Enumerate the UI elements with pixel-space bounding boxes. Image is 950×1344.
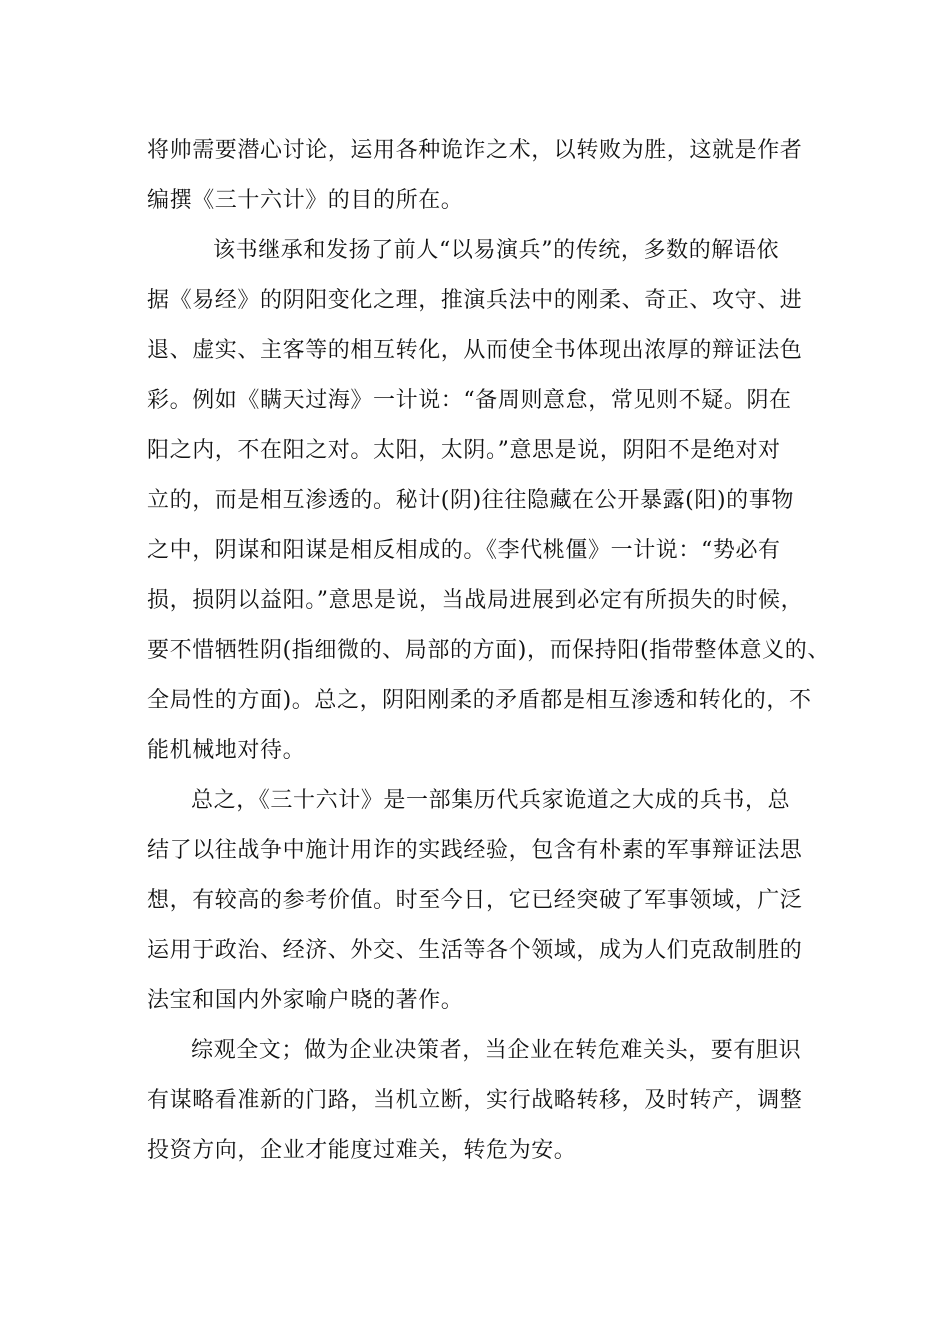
text-line: 有谋略看准新的门路，当机立断，实行战略转移，及时转产，调整 [147, 1088, 803, 1113]
text-line: 退、虚实、主客等的相互转化，从而使全书体现出浓厚的辩证法色 [147, 338, 803, 363]
text-line: 能机械地对待。 [147, 738, 306, 763]
text-line: 彩。例如《瞒天过海》一计说：“备周则意怠，常见则不疑。阴在 [147, 388, 792, 413]
paragraph-start-line: 综观全文；做为企业决策者，当企业在转危难关头，要有胆识 [191, 1038, 802, 1063]
text-line: 法宝和国内外家喻户晓的著作。 [147, 988, 464, 1013]
text-line: 要不惜牺牲阴(指细微的、局部的方面)，而保持阳(指带整体意义的、 [147, 638, 830, 663]
text-line: 损，损阴以益阳。”意思是说，当战局进展到必定有所损失的时候， [147, 588, 804, 613]
text-line: 运用于政治、经济、外交、生活等各个领域，成为人们克敌制胜的 [147, 938, 803, 963]
text-line: 编撰《三十六计》的目的所在。 [147, 188, 464, 213]
text-line: 将帅需要潜心讨论，运用各种诡诈之术，以转败为胜，这就是作者 [147, 138, 803, 163]
text-line: 据《易经》的阴阳变化之理，推演兵法中的刚柔、奇正、攻守、进 [147, 288, 803, 313]
text-line: 之中，阴谋和阳谋是相反相成的。《李代桃僵》一计说：“势必有 [147, 538, 781, 563]
text-line: 阳之内，不在阳之对。太阳，太阴。”意思是说，阴阳不是绝对对 [147, 438, 781, 463]
text-line: 结了以往战争中施计用诈的实践经验，包含有朴素的军事辩证法思 [147, 838, 803, 863]
text-line: 全局性的方面)。总之，阴阳刚柔的矛盾都是相互渗透和转化的，不 [147, 688, 812, 713]
text-line: 立的，而是相互渗透的。秘计(阴)往往隐藏在公开暴露(阳)的事物 [147, 488, 794, 513]
text-line: 想，有较高的参考价值。时至今日，它已经突破了军事领域，广泛 [147, 888, 803, 913]
paragraph-start-line: 总之，《三十六计》是一部集历代兵家诡道之大成的兵书，总 [191, 788, 791, 813]
paragraph-start-line: 该书继承和发扬了前人“以易演兵”的传统，多数的解语依 [213, 238, 780, 263]
text-line: 投资方向，企业才能度过难关，转危为安。 [147, 1138, 577, 1163]
